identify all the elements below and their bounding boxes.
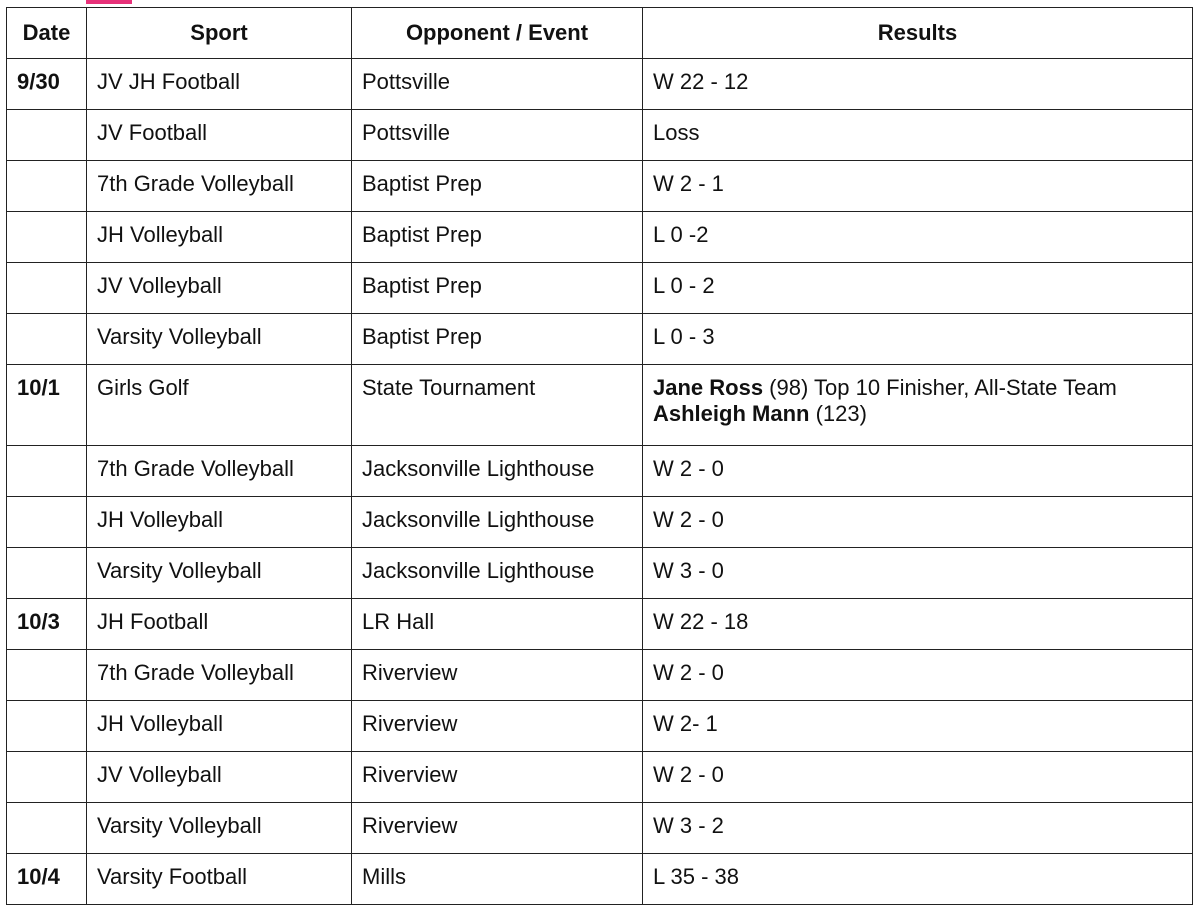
opponent-cell: Jacksonville Lighthouse: [352, 446, 643, 497]
header-row: [7, 8, 1193, 59]
result-cell: W 3 - 2: [643, 803, 1193, 854]
result-cell: W 3 - 0: [643, 548, 1193, 599]
opponent-cell: Baptist Prep: [352, 263, 643, 314]
table-row: [7, 365, 1193, 446]
result-cell: L 0 -2: [643, 212, 1193, 263]
date-cell: [7, 497, 87, 548]
sport-cell: JH Volleyball: [87, 701, 352, 752]
result-cell: W 2 - 1: [643, 161, 1193, 212]
sport-cell: JH Volleyball: [87, 212, 352, 263]
date-cell: 9/30: [7, 59, 87, 110]
table-row: [7, 803, 1193, 854]
result-cell: Loss: [643, 110, 1193, 161]
sport-cell: JH Volleyball: [87, 497, 352, 548]
table-row: [7, 650, 1193, 701]
opponent-cell: Riverview: [352, 752, 643, 803]
sport-cell: Girls Golf: [87, 365, 352, 446]
player-detail: (123): [809, 401, 867, 426]
result-cell: W 22 - 12: [643, 59, 1193, 110]
sport-cell: JV Volleyball: [87, 752, 352, 803]
date-cell: 10/3: [7, 599, 87, 650]
header-results: Results: [643, 8, 1193, 59]
date-cell: [7, 446, 87, 497]
table-row: [7, 701, 1193, 752]
result-cell: W 2 - 0: [643, 752, 1193, 803]
table-row: [7, 854, 1193, 905]
date-cell: [7, 110, 87, 161]
table-row: [7, 599, 1193, 650]
header-date: Date: [7, 8, 87, 59]
header-sport: Sport: [87, 8, 352, 59]
sport-cell: Varsity Volleyball: [87, 314, 352, 365]
result-cell: L 0 - 2: [643, 263, 1193, 314]
opponent-cell: Pottsville: [352, 59, 643, 110]
table-row: [7, 752, 1193, 803]
date-cell: [7, 752, 87, 803]
opponent-cell: LR Hall: [352, 599, 643, 650]
sport-cell: Varsity Volleyball: [87, 803, 352, 854]
date-cell: [7, 161, 87, 212]
sport-cell: 7th Grade Volleyball: [87, 650, 352, 701]
opponent-cell: Riverview: [352, 803, 643, 854]
sport-cell: JV Football: [87, 110, 352, 161]
player-detail: (98) Top 10 Finisher, All-State Team: [763, 375, 1117, 400]
opponent-cell: Baptist Prep: [352, 161, 643, 212]
date-cell: [7, 212, 87, 263]
opponent-cell: Riverview: [352, 650, 643, 701]
opponent-cell: Baptist Prep: [352, 212, 643, 263]
date-cell: 10/1: [7, 365, 87, 446]
table-row: [7, 212, 1193, 263]
opponent-cell: State Tournament: [352, 365, 643, 446]
table-row: [7, 161, 1193, 212]
table-row: [7, 59, 1193, 110]
opponent-cell: Jacksonville Lighthouse: [352, 497, 643, 548]
table-row: [7, 263, 1193, 314]
result-line: [653, 401, 1182, 427]
table-row: [7, 446, 1193, 497]
sport-cell: JH Football: [87, 599, 352, 650]
opponent-cell: Mills: [352, 854, 643, 905]
result-cell: L 35 - 38: [643, 854, 1193, 905]
opponent-cell: Baptist Prep: [352, 314, 643, 365]
table-row: [7, 497, 1193, 548]
player-name: Ashleigh Mann: [653, 401, 810, 426]
result-cell: W 2 - 0: [643, 497, 1193, 548]
date-cell: [7, 803, 87, 854]
table-row: [7, 548, 1193, 599]
result-cell: W 22 - 18: [643, 599, 1193, 650]
header-accent-bar: [86, 0, 132, 4]
date-cell: [7, 650, 87, 701]
results-body: [7, 59, 1193, 905]
result-cell: [643, 365, 1193, 446]
result-cell: W 2- 1: [643, 701, 1193, 752]
result-cell: L 0 - 3: [643, 314, 1193, 365]
date-cell: [7, 548, 87, 599]
header-opponent: Opponent / Event: [352, 8, 643, 59]
result-cell: W 2 - 0: [643, 446, 1193, 497]
table-row: [7, 110, 1193, 161]
player-name: Jane Ross: [653, 375, 764, 400]
sport-cell: JV Volleyball: [87, 263, 352, 314]
result-line: [653, 375, 1182, 401]
opponent-cell: Pottsville: [352, 110, 643, 161]
sport-cell: 7th Grade Volleyball: [87, 446, 352, 497]
results-table: [6, 7, 1193, 905]
sport-cell: 7th Grade Volleyball: [87, 161, 352, 212]
date-cell: [7, 314, 87, 365]
date-cell: [7, 701, 87, 752]
sport-cell: JV JH Football: [87, 59, 352, 110]
sport-cell: Varsity Football: [87, 854, 352, 905]
date-cell: 10/4: [7, 854, 87, 905]
table-row: [7, 314, 1193, 365]
opponent-cell: Jacksonville Lighthouse: [352, 548, 643, 599]
opponent-cell: Riverview: [352, 701, 643, 752]
date-cell: [7, 263, 87, 314]
result-cell: W 2 - 0: [643, 650, 1193, 701]
sport-cell: Varsity Volleyball: [87, 548, 352, 599]
